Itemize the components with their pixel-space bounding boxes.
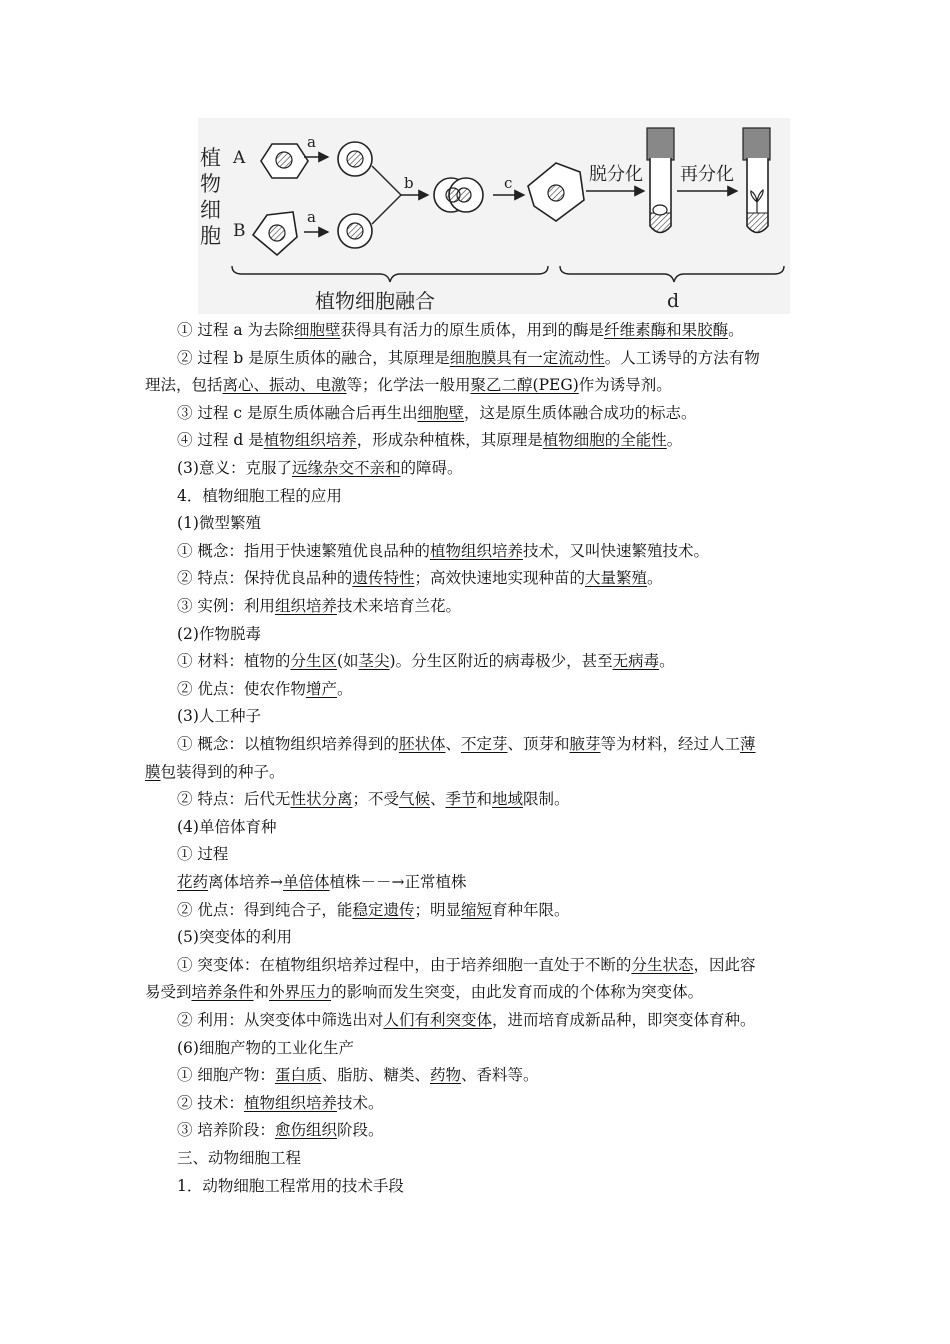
text-segment: ② 优点：得到纯合子，能: [177, 900, 353, 919]
underlined-answer: 聚乙二醇(PEG): [470, 376, 579, 395]
underlined-answer: 细胞壁: [417, 403, 464, 422]
protoplast-bottom-nucleus: [347, 223, 363, 239]
text-segment: ；高效快速地实现种苗的: [414, 569, 585, 588]
text-segment: (1)微型繁殖: [177, 514, 261, 533]
underlined-answer: 地域: [492, 790, 524, 809]
underlined-answer: 薄: [740, 735, 756, 753]
text-line: [145, 374, 672, 396]
text-line: [145, 981, 703, 1003]
text-segment: ③ 培养阶段：: [177, 1121, 275, 1140]
underlined-answer: 组织培养: [274, 597, 337, 615]
text-segment: 的障碍。: [400, 459, 463, 477]
text-line: [145, 761, 285, 783]
text-segment: 技术。: [336, 1093, 384, 1112]
underlined-answer: 人们有利突变体: [383, 1011, 492, 1029]
text-line: [177, 402, 697, 424]
text-segment: ② 特点：后代无: [177, 790, 291, 809]
text-segment: 作为诱导剂。: [578, 376, 672, 395]
plant-cell-label-4: 胞: [200, 224, 221, 248]
brace-d: [560, 266, 784, 282]
text-segment: 育种年限。: [491, 900, 570, 919]
underlined-answer: 植物细胞的全能性: [542, 431, 667, 450]
tube-2-medium: [747, 213, 768, 233]
underlined-answer: 大量繁殖: [584, 569, 647, 588]
text-segment: )。分生区附近的病毒极少，甚至: [389, 652, 613, 671]
text-segment: (3)意义：克服了: [177, 459, 292, 477]
text-segment: ① 概念：以植物组织培养得到的: [177, 735, 399, 753]
text-line: [177, 595, 461, 617]
underlined-answer: 茎尖: [358, 652, 390, 671]
brace-fusion: [232, 266, 548, 282]
underlined-answer: 性状分离: [290, 790, 353, 809]
text-segment: ① 过程 a 为去除: [177, 321, 295, 339]
text-line: [177, 1064, 539, 1086]
text-line: [177, 1175, 404, 1197]
underlined-answer: 植物组织培养: [429, 541, 523, 560]
callus: [653, 205, 667, 215]
text-segment: (4)单倍体育种: [177, 817, 277, 836]
text-segment: 和: [253, 983, 270, 1002]
underlined-answer: 细胞壁: [294, 321, 341, 339]
tube-1-plug: [647, 128, 674, 160]
text-segment: ① 细胞产物：: [177, 1066, 275, 1085]
text-segment: ，形成杂种植株，其原理是: [356, 431, 543, 450]
underlined-answer: 腋芽: [569, 735, 601, 753]
hybrid-cell-nucleus: [548, 185, 564, 201]
text-segment: 。: [659, 652, 675, 671]
text-segment: 、香料等。: [460, 1066, 539, 1085]
diagram-canvas: [198, 118, 790, 314]
text-line: [177, 705, 261, 727]
dedifferentiation-label: 脱分化: [589, 164, 643, 185]
text-segment: 离体培养→: [208, 873, 284, 891]
cell-b-label: B: [233, 221, 246, 241]
underlined-answer: 药物: [429, 1066, 461, 1085]
text-line: [177, 457, 463, 479]
plant-cell-label-2: 物: [200, 172, 221, 196]
text-line: [177, 1092, 383, 1114]
underlined-answer: 分生区: [290, 652, 337, 671]
text-line: [177, 319, 744, 341]
step-a-label-bottom: a: [307, 208, 316, 226]
text-line: [177, 429, 682, 451]
underlined-answer: 蛋白质: [274, 1066, 322, 1085]
underlined-answer: 膜: [145, 762, 161, 781]
underlined-answer: 植物组织培养: [243, 1093, 337, 1112]
d-label: d: [667, 290, 680, 312]
text-line: [177, 1147, 301, 1169]
underlined-answer: 无病毒: [612, 652, 660, 671]
merge-line-top: [372, 166, 401, 195]
plant-cell-fusion-diagram: [198, 118, 790, 314]
step-c-label: c: [504, 174, 513, 192]
text-line: [177, 650, 675, 672]
text-line: [177, 843, 228, 865]
underlined-answer: 远缘杂交不亲和: [291, 459, 401, 477]
text-line: [177, 512, 261, 534]
underlined-answer: 胚状体: [398, 735, 446, 753]
underlined-answer: 离心、振动、电激: [222, 376, 347, 395]
text-line: [177, 1009, 755, 1031]
text-segment: ，因此容: [693, 955, 756, 974]
text-segment: ② 技术：: [177, 1093, 244, 1112]
text-segment: (如: [336, 652, 359, 671]
fusion-label: 植物细胞融合: [315, 289, 435, 313]
text-line: [177, 871, 467, 893]
text-segment: 理法，包括: [145, 376, 223, 395]
tube-2-plug: [743, 128, 770, 160]
underlined-answer: 花药: [177, 873, 209, 891]
text-segment: (5)突变体的利用: [177, 928, 292, 947]
text-segment: 包装得到的种子。: [160, 762, 285, 781]
text-segment: ② 过程 b 是原生质体的融合，其原理是: [177, 348, 450, 367]
underlined-answer: 分生状态: [631, 955, 694, 974]
text-segment: 、脂肪、糖类、: [321, 1066, 430, 1085]
text-segment: ① 过程: [177, 845, 229, 864]
text-line: [177, 899, 570, 921]
text-segment: 。: [336, 679, 353, 698]
text-segment: 等为材料，经过人工: [600, 735, 741, 753]
text-segment: ② 利用：从突变体中筛选出对: [177, 1011, 384, 1029]
text-segment: 、: [429, 790, 446, 809]
text-segment: ，进而培育成新品种，即突变体育种。: [491, 1011, 756, 1029]
text-segment: 等；化学法一般用: [346, 376, 471, 395]
text-segment: 1．动物细胞工程常用的技术手段: [177, 1176, 404, 1195]
text-segment: ④ 过程 d 是: [177, 431, 264, 450]
underlined-answer: 植物组织培养: [263, 431, 357, 450]
text-segment: ③ 过程 c 是原生质体融合后再生出: [177, 403, 418, 422]
text-segment: 。人工诱导的方法有物: [604, 348, 760, 367]
text-segment: (6)细胞产物的工业化生产: [177, 1038, 354, 1057]
underlined-answer: 愈伤组织: [274, 1121, 337, 1140]
text-segment: ① 概念：指用于快速繁殖优良品种的: [177, 541, 430, 560]
text-line: [177, 623, 261, 645]
text-segment: 易受到: [145, 983, 192, 1002]
text-segment: ① 材料：植物的: [177, 652, 291, 671]
text-segment: ③ 实例：利用: [177, 597, 275, 615]
text-segment: 、: [445, 735, 461, 753]
text-line: [177, 1037, 354, 1059]
text-segment: ② 优点：使农作物: [177, 679, 306, 698]
underlined-answer: 培养条件: [191, 983, 254, 1002]
text-segment: (2)作物脱毒: [177, 624, 261, 643]
underlined-answer: 缩短: [460, 900, 492, 919]
underlined-answer: 稳定遗传: [352, 900, 415, 919]
text-segment: ② 特点：保持优良品种的: [177, 569, 353, 588]
text-segment: 三、动物细胞工程: [177, 1149, 302, 1167]
text-segment: ；明显: [414, 900, 461, 919]
text-line: [177, 1119, 383, 1141]
text-segment: 限制。: [523, 790, 570, 809]
text-line: [177, 678, 352, 700]
text-segment: 获得具有活力的原生质体，用到的酶是: [340, 321, 605, 339]
text-segment: 。: [666, 431, 683, 450]
text-segment: 。: [646, 569, 663, 588]
underlined-answer: 增产: [305, 679, 337, 698]
text-line: [177, 954, 755, 976]
cell-a-label: A: [233, 148, 246, 168]
cell-a-nucleus: [276, 152, 292, 168]
text-line: [177, 540, 709, 562]
text-line: [177, 788, 570, 810]
underlined-answer: 遗传特性: [352, 569, 415, 588]
tube-1-medium: [650, 213, 671, 233]
merge-line-bottom: [372, 195, 401, 224]
text-segment: 、顶芽和: [507, 735, 570, 753]
underlined-answer: 细胞膜具有一定流动性: [449, 348, 605, 367]
text-line: [177, 567, 663, 589]
text-segment: 技术，又叫快速繁殖技术。: [522, 541, 709, 560]
cell-b-nucleus: [269, 225, 285, 241]
text-line: [177, 347, 760, 369]
text-line: [177, 926, 292, 948]
text-line: [177, 816, 276, 838]
text-segment: 。: [728, 321, 744, 339]
text-line: [177, 485, 342, 507]
text-segment: 技术来培育兰花。: [336, 597, 461, 615]
text-segment: (3)人工种子: [177, 707, 261, 726]
plant-cell-label-1: 植: [200, 146, 221, 170]
underlined-answer: 不定芽: [460, 735, 508, 753]
redifferentiation-label: 再分化: [680, 164, 734, 185]
underlined-answer: 单倍体: [283, 873, 330, 891]
text-segment: ，这是原生质体融合成功的标志。: [463, 403, 697, 422]
step-b-label: b: [404, 174, 414, 192]
plant-cell-label-3: 细: [200, 198, 221, 222]
text-line: [177, 733, 756, 755]
underlined-answer: 季节: [445, 790, 477, 809]
text-segment: 的影响而发生突变，由此发育而成的个体称为突变体。: [331, 983, 704, 1002]
underlined-answer: 气候: [398, 790, 430, 809]
text-segment: ；不受: [352, 790, 399, 809]
text-segment: 植株－－→正常植株: [329, 873, 467, 891]
step-a-label-top: a: [307, 133, 316, 151]
underlined-answer: 外界压力: [269, 983, 332, 1002]
text-segment: 阶段。: [336, 1121, 384, 1140]
text-segment: 和: [476, 790, 493, 809]
text-segment: 4．植物细胞工程的应用: [177, 486, 342, 505]
fusing-nucleus-right: [457, 188, 471, 202]
protoplast-top-nucleus: [347, 151, 363, 167]
text-segment: ① 突变体：在植物组织培养过程中，由于培养细胞一直处于不断的: [177, 955, 632, 974]
underlined-answer: 纤维素酶和果胶酶: [604, 321, 729, 339]
